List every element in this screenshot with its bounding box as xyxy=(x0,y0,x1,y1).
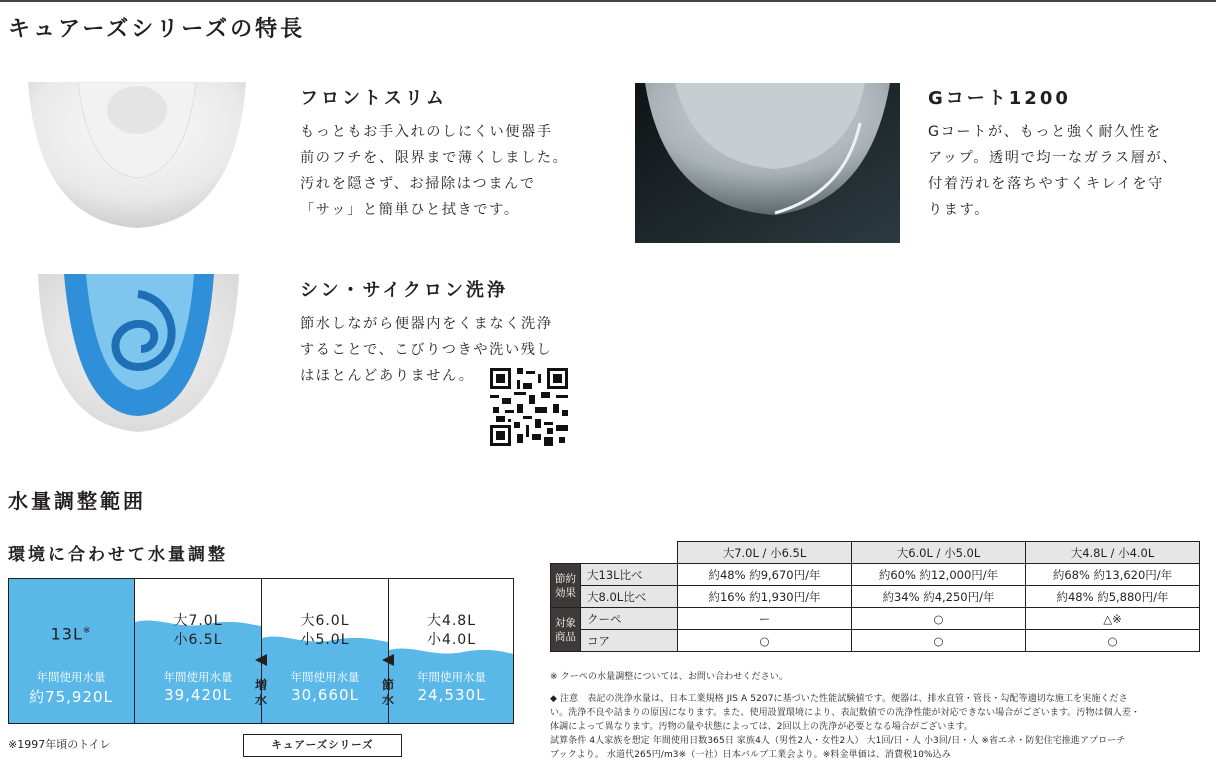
conditions-note: ブックより。 水道代265円/m3※（一社）日本バルブ工業会より。※料金単価は、消費税10%込み xyxy=(550,750,951,760)
table-header-row xyxy=(551,542,1200,564)
g-coat-title: Gコート1200 xyxy=(928,88,1071,109)
step-3-annual-label: 年間使用水量 xyxy=(417,670,486,684)
coupe-note: ※ クーペの水量調整については、お問い合わせください。 xyxy=(550,672,788,682)
table-row xyxy=(551,630,1200,652)
step-1-small: 小6.5L xyxy=(173,632,223,648)
old-annual-label: 年間使用水量 xyxy=(36,670,106,684)
old-toilet-cell xyxy=(8,578,134,724)
col-header: 大7.0L / 小6.5L xyxy=(678,542,852,564)
table-cell: ○ xyxy=(1026,630,1200,652)
row-label: コア xyxy=(581,630,678,652)
front-slim-text: もっともお手入れのしにくい便器手 前のフチを、限界まで薄くしました。 汚れを隠さず、お掃除はつまんで 「サッ」と簡単ひと拭きです。 xyxy=(300,124,569,218)
row-label: クーペ xyxy=(581,608,678,630)
old-spec-mark: ※ xyxy=(82,626,92,636)
qr-code[interactable] xyxy=(490,368,568,446)
step-1-annual-value: 39,420L xyxy=(164,686,232,704)
page-title: キュアーズシリーズの特長 xyxy=(8,17,306,42)
table-cell: 約48% 約9,670円/年 xyxy=(678,564,852,586)
step-2-small: 小5.0L xyxy=(300,632,350,648)
step-3-big: 大4.8L xyxy=(426,613,477,629)
table-cell: 約16% 約1,930円/年 xyxy=(678,586,852,608)
save-water-label: 節 水 xyxy=(382,678,395,707)
cyclone-title: シン・サイクロン洗浄 xyxy=(300,280,508,301)
cyclone-photo xyxy=(36,274,241,434)
old-spec: 13L xyxy=(50,624,83,644)
g-coat-photo xyxy=(635,83,900,243)
footnotes xyxy=(550,670,1210,762)
increase-water-label: 増 水 xyxy=(255,678,268,707)
col-header: 大4.8L / 小4.0L xyxy=(1026,542,1200,564)
step-cell-3 xyxy=(389,578,514,724)
conditions-note: 試算条件 4人家族を想定 年間使用日数365日 家族4人（男性2人・女性2人） 大1回/日・人 小3回/日・人 ※省エネ・防犯住宅推進アプローチ xyxy=(550,736,1126,746)
old-toilet-caption: ※1997年頃のトイレ xyxy=(8,738,111,751)
table-row xyxy=(551,586,1200,608)
caution-note: ◆ 注意 表記の洗浄水量は、日本工業規格 JIS A 5207に基づいた性能試験値です。便器は、排水直管・管長・勾配等適切な施工を実施くださ xyxy=(550,694,1128,704)
products-group-label: 対象 商品 xyxy=(551,608,581,652)
savings-group-label: 節約 効果 xyxy=(551,564,581,608)
table-cell: ○ xyxy=(852,608,1026,630)
step-cell-1 xyxy=(135,578,261,724)
table-cell: △※ xyxy=(1026,608,1200,630)
step-2-annual-label: 年間使用水量 xyxy=(290,670,360,684)
table-cell: ○ xyxy=(852,630,1026,652)
water-heading: 水量調整範囲 xyxy=(8,489,146,513)
water-chart xyxy=(8,578,514,724)
front-slim-photo xyxy=(18,82,256,230)
step-1-annual-label: 年間使用水量 xyxy=(163,670,233,684)
table-row xyxy=(551,564,1200,586)
step-1-big: 大7.0L xyxy=(173,613,223,629)
table-cell: ○ xyxy=(678,630,852,652)
table-cell: ー xyxy=(678,608,852,630)
old-annual-value: 約75,920L xyxy=(29,688,113,706)
step-3-small: 小4.0L xyxy=(426,632,477,648)
front-slim-title: フロントスリム xyxy=(300,88,447,109)
col-header: 大6.0L / 小5.0L xyxy=(852,542,1026,564)
step-2-big: 大6.0L xyxy=(300,613,350,629)
table-cell: 約48% 約5,880円/年 xyxy=(1026,586,1200,608)
g-coat-text: Gコートが、もっと強く耐久性を アップ。透明で均一なガラス層が、 付着汚れを落ちやすくキレイを守 ります。 xyxy=(928,124,1179,218)
top-rule xyxy=(0,0,1216,2)
step-cell-2 xyxy=(262,578,388,724)
table-cell: 約60% 約12,000円/年 xyxy=(852,564,1026,586)
cyclone-text: 節水しながら便器内をくまなく洗浄 することで、こびりつきや洗い残し はほとんどありません。 xyxy=(300,316,553,384)
row-label: 大13L比べ xyxy=(581,564,678,586)
table-cell: 約68% 約13,620円/年 xyxy=(1026,564,1200,586)
step-2-annual-value: 30,660L xyxy=(291,686,359,704)
water-subheading: 環境に合わせて水量調整 xyxy=(8,545,228,565)
row-label: 大8.0L比べ xyxy=(581,586,678,608)
table-cell: 約34% 約4,250円/年 xyxy=(852,586,1026,608)
step-3-annual-value: 24,530L xyxy=(417,686,486,704)
caution-note: 体調によって異なります。汚物の量や状態によっては、2回以上の洗浄が必要となる場合がございます。 xyxy=(550,722,973,732)
table-row xyxy=(551,608,1200,630)
series-label: キュアーズシリーズ xyxy=(243,734,402,757)
savings-table xyxy=(550,541,1200,652)
caution-note: い。洗浄不良や詰まりの原因になります。また、使用設置環境により、表記数値での洗浄性能が対応できない場合がございます。汚物は個人差・ xyxy=(550,708,1141,718)
